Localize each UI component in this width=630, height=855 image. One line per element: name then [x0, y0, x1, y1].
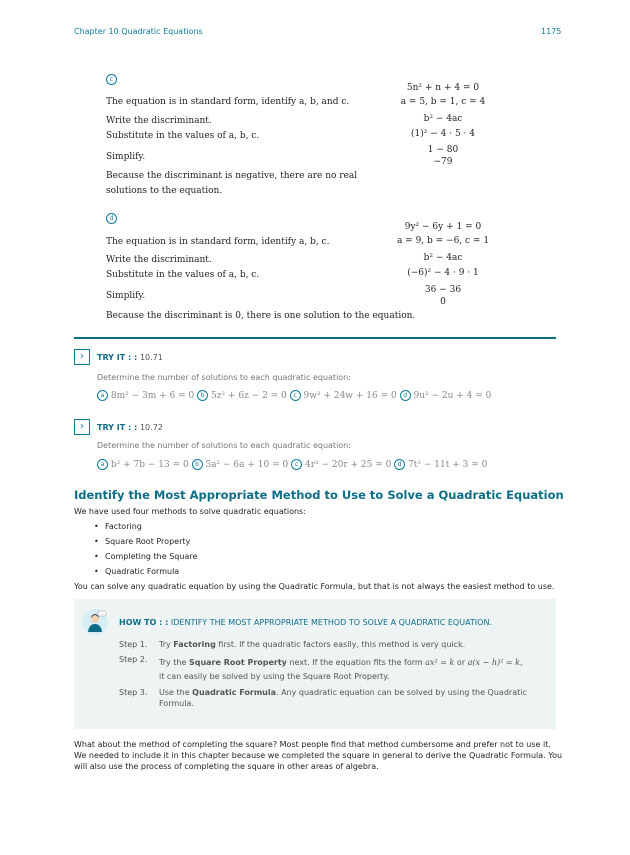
- method-list-item: • Square Root Property: [105, 537, 190, 546]
- example-c-conclusion: Because the discriminant is negative, there are no real: [106, 171, 358, 181]
- example-d-step-math: 36 − 36: [424, 285, 462, 295]
- try-it-chevron-icon: ›: [74, 349, 90, 365]
- teacher-avatar-icon: [82, 609, 108, 635]
- example-d-step-text: Substitute in the values of a, b, c.: [106, 270, 260, 280]
- example-c-equation: 5n² + n + 4 = 0: [406, 83, 480, 93]
- section-title: Identify the Most Appropriate Method to Use to Solve a Quadratic Equation: [74, 488, 564, 502]
- example-d-step-math: a = 9, b = −6, c = 1: [396, 236, 490, 246]
- closing-line: will also use the process of completing the square in other areas of algebra.: [74, 762, 379, 771]
- try-it-heading: TRY IT : : 10.72: [97, 423, 163, 432]
- section-note: You can solve any quadratic equation by using the Quadratic Formula, but that is not always the easiest method to use.: [74, 582, 555, 591]
- exercise-equation: 7t² − 11t + 3 = 0: [408, 460, 488, 470]
- exercise-equation: 5a² − 6a + 10 = 0: [205, 460, 289, 470]
- exercise-equation: 8m² − 3m + 6 = 0: [110, 391, 195, 401]
- how-to-title: HOW TO : : IDENTIFY THE MOST APPROPRIATE METHOD TO SOLVE A QUADRATIC EQUATION.: [119, 618, 492, 627]
- exercise-equation: 9u² − 2u + 4 = 0: [413, 391, 492, 401]
- example-c-step-text: The equation is in standard form, identify a, b, and c.: [106, 97, 350, 107]
- exercise-equation: 4r² − 20r + 25 = 0: [304, 460, 392, 470]
- example-c-step-math: b² − 4ac: [423, 114, 463, 124]
- step-text-continued: Formula.: [159, 699, 194, 708]
- example-d-conclusion: Because the discriminant is 0, there is one solution to the equation.: [106, 311, 416, 321]
- exercise-marker: c: [290, 390, 301, 401]
- exercise-marker: b: [192, 459, 203, 470]
- try-it-prompt: Determine the number of solutions to each quadratic equation:: [97, 441, 351, 450]
- exercise-equation: b² + 7b − 13 = 0: [110, 460, 189, 470]
- exercise-marker: a: [97, 390, 108, 401]
- example-c-step-math: (1)² − 4 · 5 · 4: [411, 129, 475, 139]
- exercise-marker: c: [291, 459, 302, 470]
- exercise-marker: d: [394, 459, 405, 470]
- svg-text:...: ...: [100, 611, 104, 616]
- exercise-equation: 5z² + 6z − 2 = 0: [211, 391, 287, 401]
- exercise-marker: b: [197, 390, 208, 401]
- page-number: 1175: [541, 27, 562, 36]
- example-c-step-result: −79: [433, 157, 453, 167]
- exercise-marker: a: [97, 459, 108, 470]
- example-c-step-math: a = 5, b = 1, c = 4: [400, 97, 486, 107]
- example-c-marker: c: [106, 66, 117, 85]
- section-intro: We have used four methods to solve quadratic equations:: [74, 507, 306, 516]
- try-it-chevron-icon: ›: [74, 419, 90, 435]
- example-d-step-text: Simplify.: [106, 291, 146, 301]
- example-d-equation: 9y² − 6y + 1 = 0: [404, 222, 482, 232]
- method-list-item: • Quadratic Formula: [105, 567, 179, 576]
- example-d-step-math: (−6)² − 4 · 9 · 1: [407, 268, 479, 278]
- step-number: Step 1.: [119, 640, 148, 649]
- method-list-item: • Completing the Square: [105, 552, 197, 561]
- example-c-step-text: Simplify.: [106, 152, 146, 162]
- example-c-conclusion: solutions to the equation.: [106, 186, 223, 196]
- step-text: Try the Square Root Property next. If the equation fits the form ax² = k or a(x − h)² = k,: [159, 658, 523, 667]
- example-d-step-math: b² − 4ac: [423, 253, 463, 263]
- try-it-prompt: Determine the number of solutions to each quadratic equation:: [97, 373, 351, 382]
- example-d-step-text: Write the discriminant.: [106, 255, 212, 265]
- step-text: Use the Quadratic Formula. Any quadratic equation can be solved by using the Quadratic: [159, 688, 527, 697]
- step-number: Step 3.: [119, 688, 148, 697]
- section-divider: [74, 337, 556, 339]
- closing-line: We needed to include it in this chapter because we completed the square in general to derive the Quadratic Formula. You: [74, 751, 563, 760]
- example-d-marker: d: [106, 205, 117, 224]
- exercise-equation: 9w² + 24w + 16 = 0: [303, 391, 397, 401]
- exercise-marker: d: [400, 390, 411, 401]
- example-c-step-text: Write the discriminant.: [106, 116, 212, 126]
- try-it-exercises: [97, 390, 491, 401]
- example-d-step-text: The equation is in standard form, identify a, b, c.: [106, 237, 330, 247]
- closing-line: What about the method of completing the square? Most people find that method cumbersome and prefer not to use it.: [74, 740, 551, 749]
- example-d-step-result: 0: [440, 297, 446, 307]
- step-text: Try Factoring first. If the quadratic factors easily, this method is very quick.: [159, 640, 466, 649]
- example-c-step-text: Substitute in the values of a, b, c.: [106, 131, 260, 141]
- try-it-heading: TRY IT : : 10.71: [97, 353, 163, 362]
- example-c-step-math: 1 − 80: [427, 145, 459, 155]
- step-text-continued: it can easily be solved by using the Square Root Property.: [159, 672, 390, 681]
- step-number: Step 2.: [119, 655, 148, 664]
- try-it-exercises: [97, 459, 487, 470]
- chapter-header: Chapter 10 Quadratic Equations: [74, 27, 203, 36]
- method-list-item: • Factoring: [105, 522, 142, 531]
